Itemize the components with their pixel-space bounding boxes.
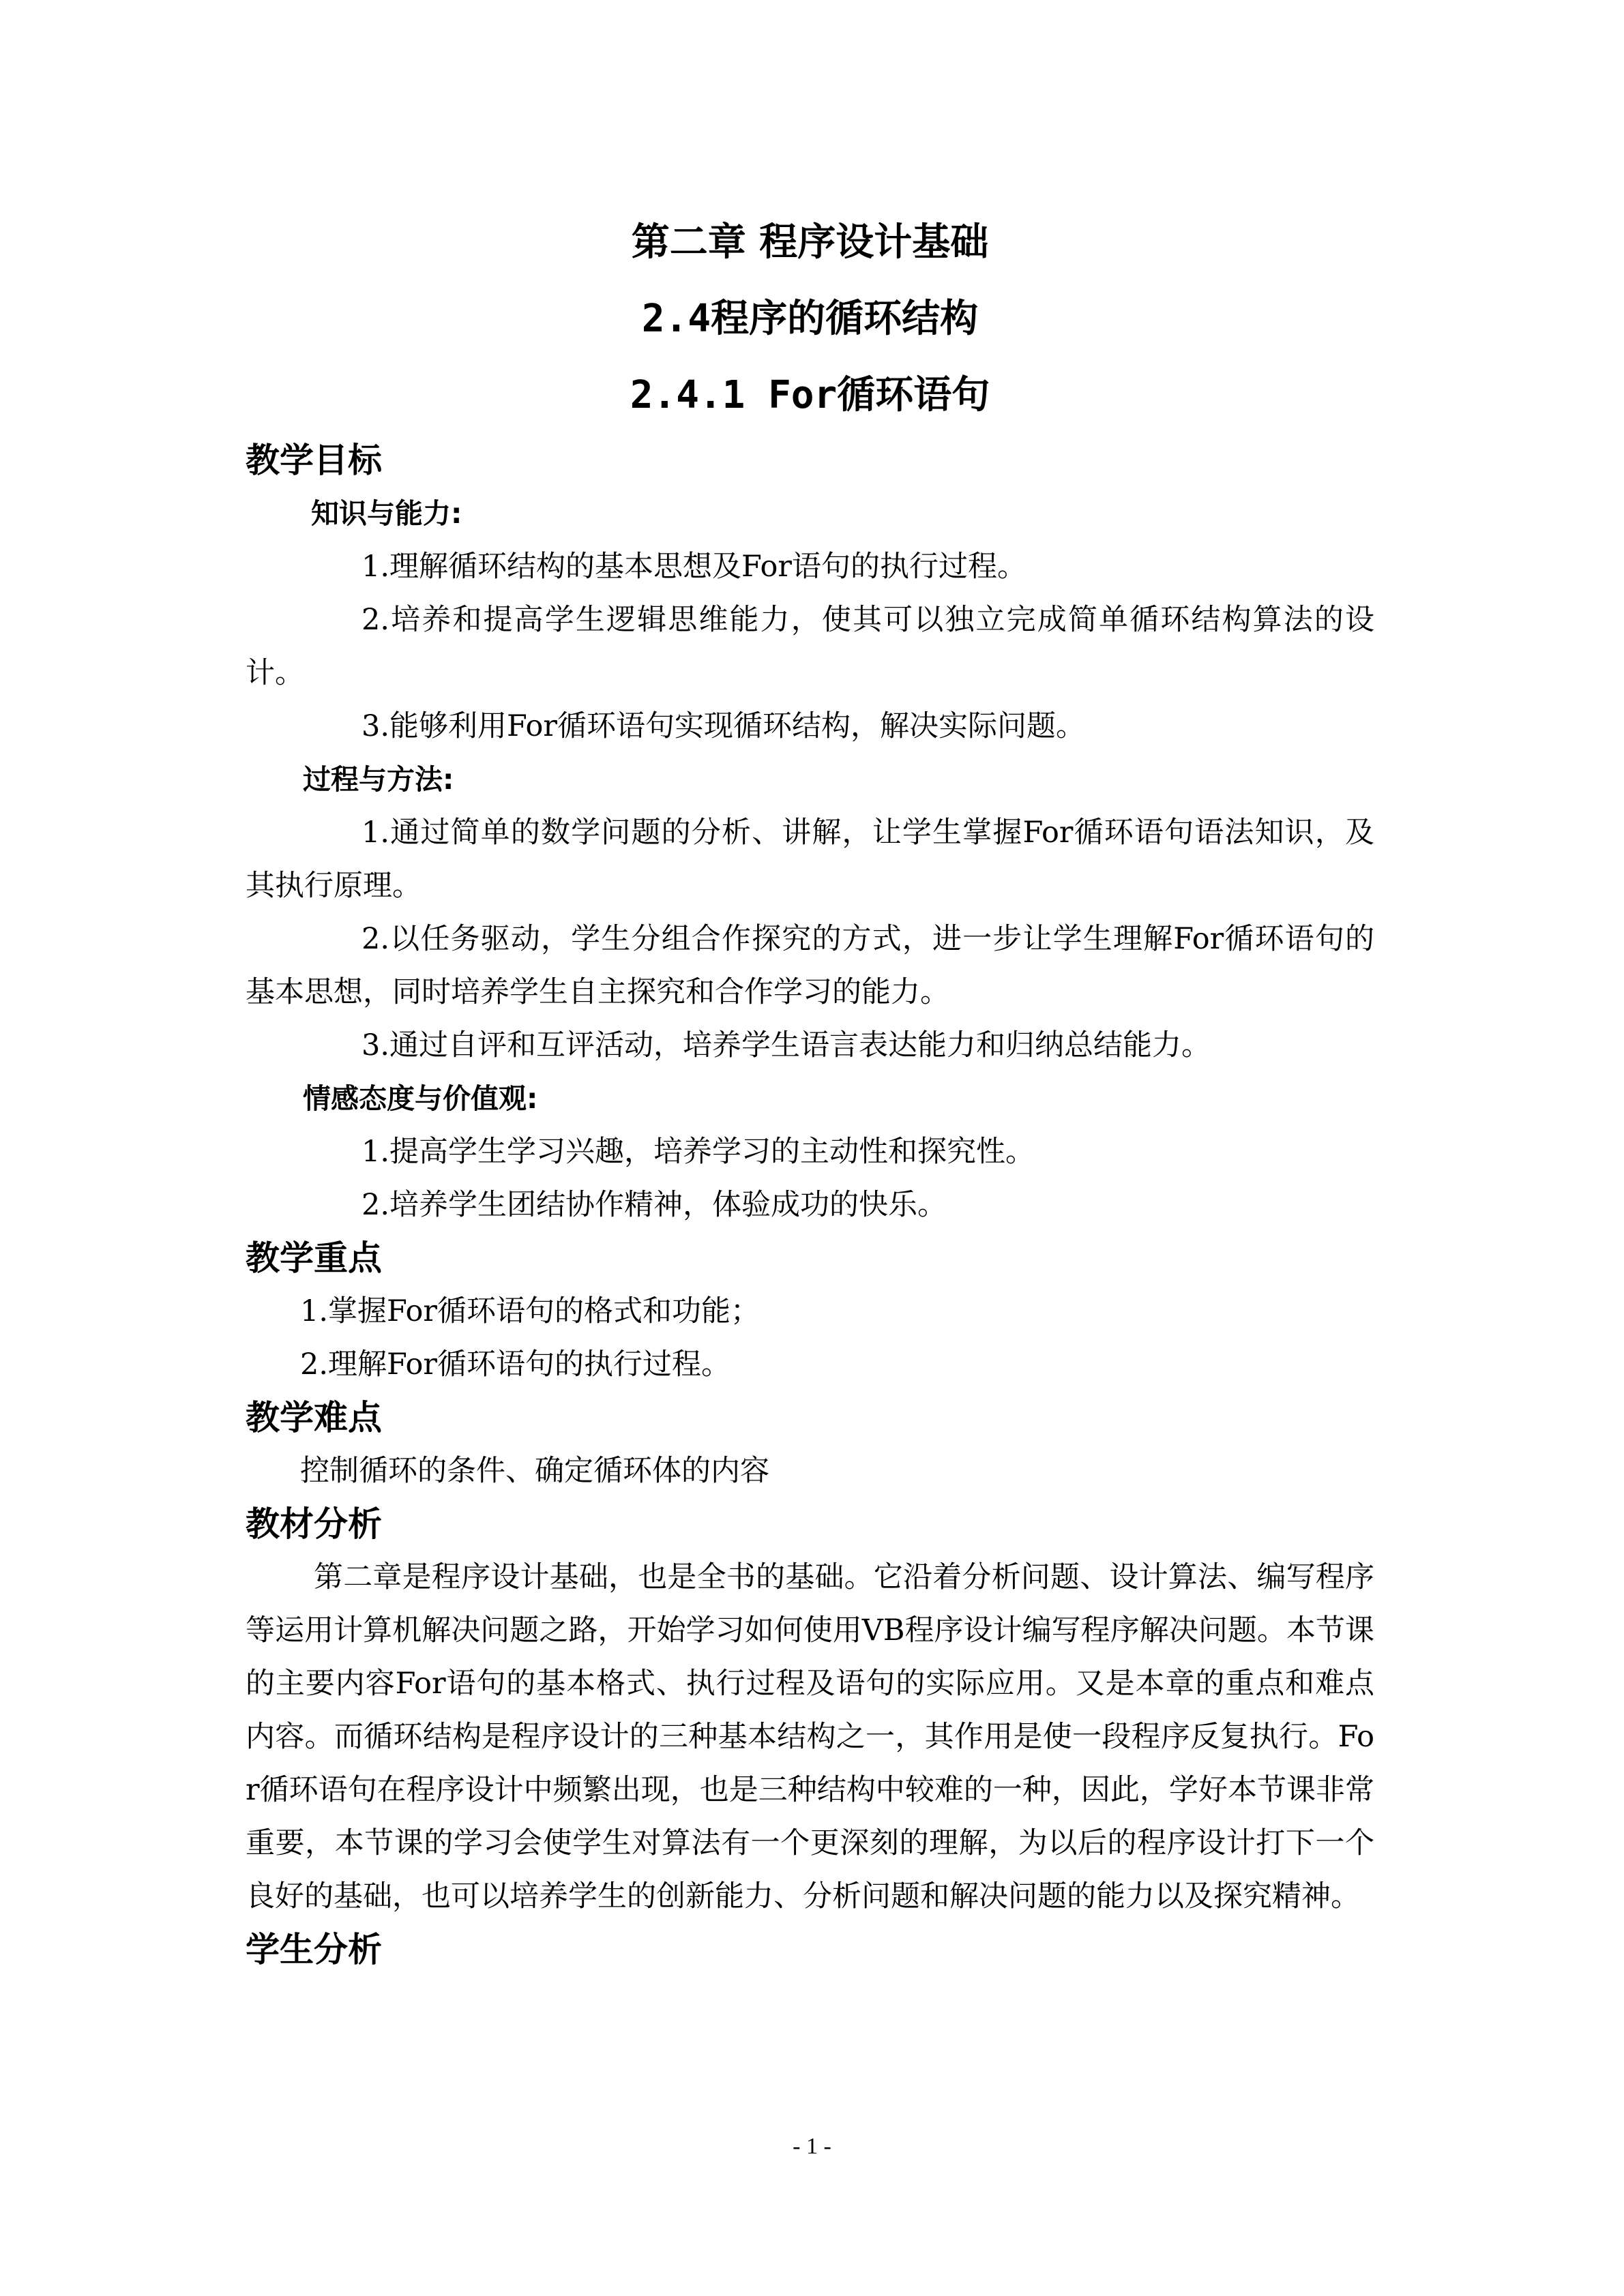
emotion-values-label: 情感态度与价值观: xyxy=(303,1082,538,1115)
knowledge-item: 1.理解循环结构的基本思想及For语句的执行过程。 xyxy=(361,550,1027,584)
subsection-title: 2.4.1 For循环语句 xyxy=(630,373,990,417)
difficulties-text: 控制循环的条件、确定循环体的内容 xyxy=(300,1454,769,1488)
knowledge-item: 2.培养和提高学生逻辑思维能力，使其可以独立完成简单循环结构算法的设计。 xyxy=(246,603,1374,690)
process-item: 2.以任务驱动，学生分组合作探究的方式，进一步让学生理解For循环语句的基本思想，同时培养学生自主探究和合作学习的能力。 xyxy=(246,922,1374,1009)
material-analysis-text: 第二章是程序设计基础，也是全书的基础。它沿着分析问题、设计算法、编写程序等运用计算机解决问题之路，开始学习如何使用VB程序设计编写程序解决问题。本节课的主要内容For语句的基本格式、执行过程及语句的实际应用。又是本章的重点和难点内容。而循环结构是程序设计的三种基本结构之一，其作用是使一段程序反复执行。For循环语句在程序设计中频繁出现，也是三种结构中较难的一种，因此，学好本节课非常重要，本节课的学习会使学生对算法有一个更深刻的理解，为以后的程序设计打下一个良好的基础，也可以培养学生的创新能力、分析问题和解决问题的能力以及探究精神。 xyxy=(246,1560,1374,1913)
process-item: 1.通过简单的数学问题的分析、讲解，让学生掌握For循环语句语法知识，及其执行原理。 xyxy=(246,816,1375,903)
emotion-item: 2.培养学生团结协作精神，体验成功的快乐。 xyxy=(361,1188,947,1222)
page-number: - 1 - xyxy=(793,2134,831,2159)
knowledge-ability-label: 知识与能力: xyxy=(311,497,462,530)
key-point-item: 1.掌握For循环语句的格式和功能； xyxy=(300,1294,760,1328)
emotion-item: 1.提高学生学习兴趣，培养学习的主动性和探究性。 xyxy=(361,1135,1035,1169)
document-body xyxy=(246,205,1374,1976)
key-points-heading: 教学重点 xyxy=(246,1238,382,1278)
chapter-title: 第二章 程序设计基础 xyxy=(631,220,989,265)
student-analysis-heading: 学生分析 xyxy=(246,1930,382,1969)
knowledge-item: 3.能够利用For循环语句实现循环结构，解决实际问题。 xyxy=(361,709,1085,743)
objectives-heading: 教学目标 xyxy=(246,441,382,480)
section-title: 2.4程序的循环结构 xyxy=(641,297,979,341)
process-method-label: 过程与方法: xyxy=(303,763,454,796)
material-analysis-heading: 教材分析 xyxy=(246,1504,382,1544)
key-point-item: 2.理解For循环语句的执行过程。 xyxy=(300,1347,730,1382)
difficulties-heading: 教学难点 xyxy=(246,1398,382,1437)
process-item: 3.通过自评和互评活动，培养学生语言表达能力和归纳总结能力。 xyxy=(361,1028,1211,1062)
